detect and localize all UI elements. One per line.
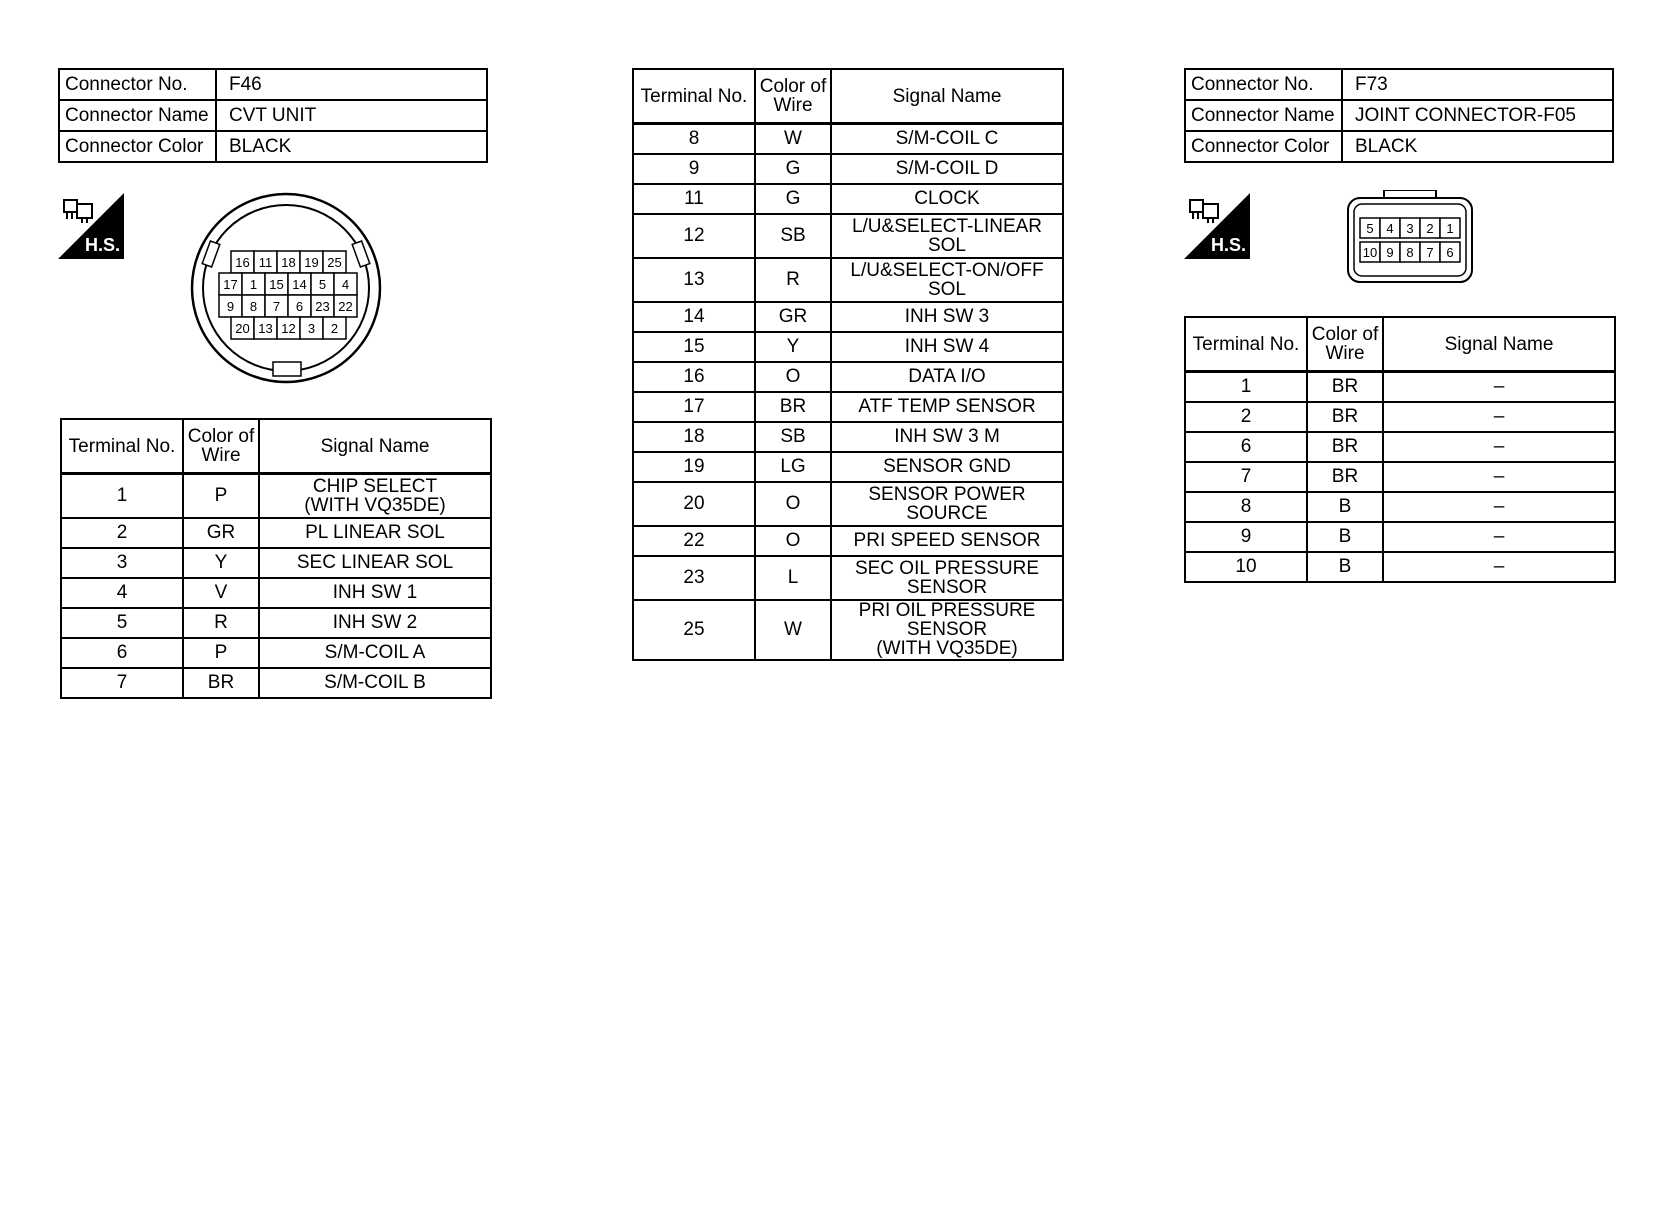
signal-name-line: SOL [927, 278, 967, 300]
header-color-of-wire: Color of Wire [755, 69, 831, 124]
connector-f73-info-table [1184, 68, 1614, 163]
signal-name-cell [831, 482, 1063, 526]
terminal-no-cell: 23 [633, 556, 755, 600]
wire-color-cell: L [755, 556, 831, 600]
wire-color-cell: BR [183, 668, 259, 698]
signal-name-cell [831, 154, 1063, 184]
connector-f46-pin-grid [219, 251, 357, 339]
signal-name-cell [1383, 372, 1615, 402]
signal-name-cell [831, 332, 1063, 362]
pin-number: 5 [1366, 221, 1374, 236]
signal-name-line: INH SW 4 [904, 336, 990, 357]
signal-name-cell [1383, 432, 1615, 462]
terminal-table-header [1185, 317, 1615, 372]
pin-number: 3 [1406, 221, 1414, 236]
signal-name-cell [831, 392, 1063, 422]
header-color-of-wire: Color of Wire [1307, 317, 1383, 372]
connector-color-row [59, 131, 487, 162]
wire-color-cell: BR [1307, 372, 1383, 402]
table-row [61, 474, 491, 518]
pin-number: 14 [292, 277, 307, 292]
signal-name-cell [831, 214, 1063, 258]
hs-label: H.S. [84, 235, 120, 255]
signal-name-cell [831, 184, 1063, 214]
signal-name-line: (WITH VQ35DE) [304, 494, 446, 516]
wire-color-cell: V [183, 578, 259, 608]
connector-f46-info-table [58, 68, 488, 163]
wire-color-cell: P [183, 474, 259, 518]
signal-name-cell [831, 422, 1063, 452]
pin-number: 7 [272, 299, 281, 314]
terminal-no-cell: 13 [633, 258, 755, 302]
header-signal-name: Signal Name [831, 69, 1063, 124]
connector-no-label: Connector No. [1185, 69, 1342, 100]
connector-color-row [1185, 131, 1613, 162]
connector-no-row [59, 69, 487, 100]
harness-side-icon [1184, 193, 1250, 259]
wire-color-cell: BR [1307, 432, 1383, 462]
signal-name-line: L/U&SELECT-LINEAR [851, 215, 1043, 237]
table-row [633, 332, 1063, 362]
signal-name-cell [259, 518, 491, 548]
signal-name-line: (WITH VQ35DE) [876, 638, 1018, 659]
wire-color-cell: Y [183, 548, 259, 578]
connector-no-value: F46 [216, 69, 487, 100]
terminal-table-middle [632, 68, 1064, 661]
pin-number: 2 [1426, 221, 1434, 236]
connector-name-value: CVT UNIT [216, 100, 487, 131]
table-row [633, 452, 1063, 482]
terminal-no-cell: 2 [1185, 402, 1307, 432]
signal-name-cell [831, 362, 1063, 392]
signal-name-line: – [1493, 526, 1505, 547]
table-row [1185, 432, 1615, 462]
wire-color-cell: B [1307, 522, 1383, 552]
pin-number: 15 [269, 277, 284, 292]
signal-name-line: ATF TEMP SENSOR [858, 396, 1036, 417]
signal-name-line: – [1493, 556, 1505, 577]
signal-name-line: S/M-COIL B [324, 672, 426, 693]
signal-name-cell [259, 668, 491, 698]
signal-name-cell [1383, 522, 1615, 552]
signal-name-line: – [1493, 406, 1505, 427]
terminal-no-cell: 18 [633, 422, 755, 452]
pin-number: 6 [295, 299, 304, 314]
wire-color-cell: SB [755, 422, 831, 452]
wire-color-cell: O [755, 362, 831, 392]
table-row [633, 124, 1063, 154]
signal-name-cell [1383, 462, 1615, 492]
pin-number: 4 [1386, 221, 1394, 236]
wire-color-cell: O [755, 482, 831, 526]
pin-number: 1 [1446, 221, 1454, 236]
signal-name-cell [1383, 402, 1615, 432]
wire-color-cell: B [1307, 492, 1383, 522]
signal-name-cell [831, 258, 1063, 302]
signal-name-line: SENSOR [906, 576, 988, 598]
signal-name-line: S/M-COIL D [895, 158, 999, 179]
wire-color-cell: W [755, 124, 831, 154]
wire-color-cell: O [755, 526, 831, 556]
pin-number: 11 [258, 255, 273, 270]
harness-side-icon [58, 193, 124, 259]
table-row [633, 362, 1063, 392]
signal-name-cell [831, 124, 1063, 154]
signal-name-cell [259, 548, 491, 578]
terminal-no-cell: 8 [1185, 492, 1307, 522]
pin-number: 10 [1362, 245, 1378, 260]
signal-name-line: L/U&SELECT-ON/OFF [850, 259, 1044, 281]
table-row [633, 214, 1063, 258]
terminal-table-header [633, 69, 1063, 124]
signal-name-line: SENSOR [906, 619, 988, 640]
signal-name-cell [259, 474, 491, 518]
pin-number: 20 [235, 321, 250, 336]
connector-name-label: Connector Name [59, 100, 216, 131]
wire-color-cell: GR [755, 302, 831, 332]
signal-name-line: INH SW 2 [332, 612, 418, 633]
signal-name-cell [259, 578, 491, 608]
terminal-no-cell: 7 [61, 668, 183, 698]
table-row [633, 392, 1063, 422]
pin-number: 25 [327, 255, 342, 270]
pin-number: 6 [1446, 245, 1454, 260]
connector-name-row [59, 100, 487, 131]
terminal-no-cell: 6 [1185, 432, 1307, 462]
signal-name-line: – [1493, 466, 1505, 487]
hs-label: H.S. [1210, 235, 1246, 255]
header-terminal-no: Terminal No. [633, 69, 755, 124]
pin-number: 9 [1386, 245, 1394, 260]
table-row [633, 600, 1063, 660]
table-row [1185, 492, 1615, 522]
wire-color-cell: GR [183, 518, 259, 548]
pin-number: 8 [1406, 245, 1414, 260]
wire-color-cell: R [755, 258, 831, 302]
table-row [633, 482, 1063, 526]
signal-name-line: INH SW 3 M [894, 426, 1000, 447]
connector-f46-diagram [186, 190, 386, 390]
signal-name-cell [831, 526, 1063, 556]
signal-name-cell [831, 600, 1063, 660]
table-row [1185, 522, 1615, 552]
signal-name-line: CLOCK [914, 188, 980, 209]
table-row [61, 518, 491, 548]
pin-number: 19 [304, 255, 319, 270]
signal-name-line: INH SW 3 [904, 306, 990, 327]
table-row [633, 258, 1063, 302]
wire-color-cell: B [1307, 552, 1383, 582]
header-terminal-no: Terminal No. [1185, 317, 1307, 372]
terminal-no-cell: 22 [633, 526, 755, 556]
terminal-no-cell: 15 [633, 332, 755, 362]
connector-color-label: Connector Color [59, 131, 216, 162]
signal-name-line: – [1493, 496, 1505, 517]
terminal-table-header [61, 419, 491, 474]
wire-color-cell: G [755, 184, 831, 214]
signal-name-line: S/M-COIL A [324, 642, 426, 663]
pin-number: 4 [341, 277, 350, 292]
signal-name-line: PRI SPEED SENSOR [853, 530, 1041, 551]
header-terminal-no: Terminal No. [61, 419, 183, 474]
terminal-no-cell: 20 [633, 482, 755, 526]
terminal-no-cell: 19 [633, 452, 755, 482]
signal-name-cell [1383, 552, 1615, 582]
wire-color-cell: G [755, 154, 831, 184]
signal-name-line: SENSOR GND [883, 456, 1011, 477]
connector-color-label: Connector Color [1185, 131, 1342, 162]
terminal-no-cell: 16 [633, 362, 755, 392]
wire-color-cell: BR [755, 392, 831, 422]
pin-number: 1 [249, 277, 258, 292]
table-row [1185, 372, 1615, 402]
terminal-no-cell: 10 [1185, 552, 1307, 582]
connector-no-label: Connector No. [59, 69, 216, 100]
signal-name-line: – [1493, 376, 1505, 398]
signal-name-cell [831, 556, 1063, 600]
connector-color-value: BLACK [216, 131, 487, 162]
wire-color-cell: LG [755, 452, 831, 482]
signal-name-cell [1383, 492, 1615, 522]
terminal-no-cell: 1 [1185, 372, 1307, 402]
connector-f73-diagram [1340, 190, 1480, 286]
terminal-no-cell: 3 [61, 548, 183, 578]
table-row [633, 556, 1063, 600]
terminal-no-cell: 8 [633, 124, 755, 154]
signal-name-line: PRI OIL PRESSURE [858, 600, 1036, 621]
terminal-no-cell: 1 [61, 474, 183, 518]
pin-number: 9 [226, 299, 235, 314]
table-row [633, 526, 1063, 556]
connector-no-value: F73 [1342, 69, 1613, 100]
terminal-no-cell: 25 [633, 600, 755, 660]
terminal-no-cell: 14 [633, 302, 755, 332]
terminal-no-cell: 11 [633, 184, 755, 214]
pin-number: 2 [330, 321, 339, 336]
wire-color-cell: BR [1307, 402, 1383, 432]
connector-no-row [1185, 69, 1613, 100]
terminal-table-left [60, 418, 492, 699]
terminal-no-cell: 9 [633, 154, 755, 184]
pin-number: 23 [315, 299, 330, 314]
table-row [1185, 552, 1615, 582]
wire-color-cell: Y [755, 332, 831, 362]
pin-number: 22 [338, 299, 353, 314]
terminal-no-cell: 4 [61, 578, 183, 608]
terminal-no-cell: 9 [1185, 522, 1307, 552]
connector-plug-icon [1188, 197, 1222, 225]
wire-color-cell: SB [755, 214, 831, 258]
table-row [61, 578, 491, 608]
signal-name-line: SEC OIL PRESSURE [854, 557, 1040, 579]
signal-name-line: SOURCE [906, 502, 988, 524]
table-row [1185, 402, 1615, 432]
connector-name-row [1185, 100, 1613, 131]
signal-name-line: SEC LINEAR SOL [296, 552, 454, 573]
terminal-no-cell: 2 [61, 518, 183, 548]
wire-color-cell: BR [1307, 462, 1383, 492]
pin-number: 7 [1426, 245, 1434, 260]
table-row [61, 548, 491, 578]
signal-name-cell [831, 452, 1063, 482]
pin-number: 8 [249, 299, 258, 314]
wire-color-cell: R [183, 608, 259, 638]
signal-name-line: SOL [927, 234, 967, 256]
terminal-no-cell: 6 [61, 638, 183, 668]
header-signal-name: Signal Name [259, 419, 491, 474]
connector-plug-icon [62, 197, 96, 225]
signal-name-line: INH SW 1 [332, 582, 418, 603]
signal-name-cell [831, 302, 1063, 332]
wire-color-cell: P [183, 638, 259, 668]
header-signal-name: Signal Name [1383, 317, 1615, 372]
header-color-of-wire: Color of Wire [183, 419, 259, 474]
connector-name-label: Connector Name [1185, 100, 1342, 131]
terminal-no-cell: 7 [1185, 462, 1307, 492]
signal-name-line: CHIP SELECT [312, 475, 438, 497]
pin-number: 5 [318, 277, 327, 292]
table-row [61, 608, 491, 638]
table-row [61, 668, 491, 698]
table-row [1185, 462, 1615, 492]
terminal-no-cell: 17 [633, 392, 755, 422]
terminal-no-cell: 12 [633, 214, 755, 258]
table-row [633, 422, 1063, 452]
connector-color-value: BLACK [1342, 131, 1613, 162]
wire-color-cell: W [755, 600, 831, 660]
table-row [633, 302, 1063, 332]
pin-number: 17 [223, 277, 238, 292]
pin-number: 16 [235, 255, 250, 270]
signal-name-line: S/M-COIL C [895, 128, 999, 150]
pin-number: 12 [281, 321, 296, 336]
terminal-no-cell: 5 [61, 608, 183, 638]
signal-name-line: SENSOR POWER [868, 483, 1026, 505]
pin-number: 18 [281, 255, 296, 270]
signal-name-line: – [1493, 436, 1505, 457]
pin-number: 3 [307, 321, 316, 336]
table-row [61, 638, 491, 668]
signal-name-line: PL LINEAR SOL [305, 522, 445, 543]
table-row [633, 154, 1063, 184]
connector-name-value: JOINT CONNECTOR-F05 [1342, 100, 1613, 131]
table-row [633, 184, 1063, 214]
signal-name-line: DATA I/O [908, 366, 986, 387]
signal-name-cell [259, 608, 491, 638]
signal-name-cell [259, 638, 491, 668]
pin-number: 13 [258, 321, 273, 336]
terminal-table-right [1184, 316, 1616, 583]
